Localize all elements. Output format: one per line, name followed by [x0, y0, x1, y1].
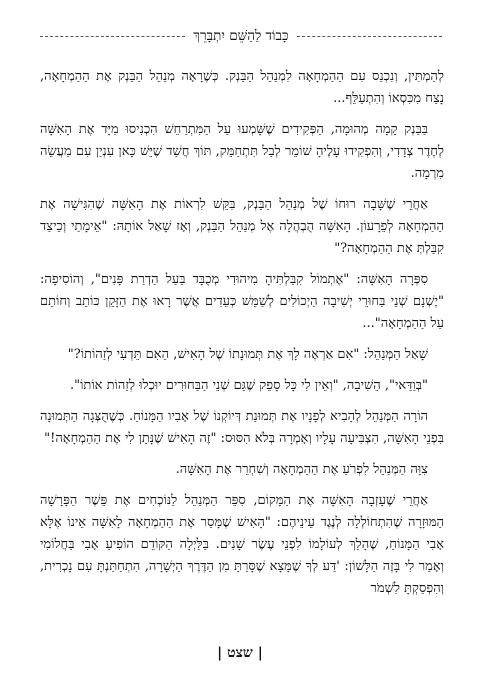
- paragraph: שָׁאַל הַמְּנַהֵל: "אִם אַרְאֶה לָךְ אֶת תְּמוּנָתוֹ שֶׁל הָאִישׁ, הַאִם תֵּדְעִי לְזַהוֹתוֹ?": [67, 347, 428, 362]
- header-right-rule: [297, 36, 442, 37]
- paragraph: אַחֲרֵי שֶׁעָזְבָה הָאִשָּׁה אֶת הַמָּקוֹם, סִפֵּר הַמְּנַהֵל לַנּוֹכְחִים אֶת פֵּשֶׁר הַפָּרָשָׁה הַמּוּזָרָה שֶׁהִתְחוֹלְלָה לְנֶגֶד עֵינֵיהֶם: "הָאִישׁ שֶׁמָּסַר אֶת הַהַמְחָאָה לָאִשָּׁה אֵינוֹ אֶלָּא אָבִי הַמָּנוֹחַ, שֶׁהָלַךְ לְעוֹלָמוֹ לִפְנֵי עֶשֶׂר שָׁנִים. בַּלַּיְלָה הַקּוֹדֵם הוֹפִיעַ אָבִי בַּחֲלוֹמִי וְאָמַר לִי בָּזֶה הַלָּשׁוֹן: 'דַּע לְךָ שֶׁמָּצָא שֶׁסָּרַתָּ מִן הַדֶּרֶךְ הַיְשָׁרָה, הִתְחַתַּנְתָּ עִם נָכְרִית, וְהִפְסַקְתָּ לִשְׁמֹר: [40, 493, 444, 596]
- body-text: [40, 66, 444, 609]
- paragraph: צִוָּה הַמְּנַהֵל לִפְרֹעַ אֶת הַהַמְחָאָה וְשִׁחְרֵר אֶת הָאִשָּׁה.: [175, 462, 428, 477]
- paragraph: סִפְּרָה הָאִשָּׁה: "אֶתְמוֹל קִבַּלְתִּיהָ מִיהוּדִי מְכֻבָּד בַּעַל הַדְרַת פָּנִים", וְהוֹסִיפָה: "יֶשְׁנָם שְׁנֵי בַּחוּרֵי יְשִׁיבָה הַיְכוֹלִים לְשַׁמֵּשׁ כְּעֵדִים אֲשֶׁר רָאוּ אֶת הַזָּקֵן כּוֹתֵב וְחוֹתֵם עַל הַהַמְחָאָה"...: [40, 272, 444, 331]
- paragraph: "בְּוַדַּאי", הֵשִׁיבָה, "וְאֵין לִי כָּל סָפֵק שֶׁגַּם שְׁנֵי הַבַּחוּרִים יוּכְלוּ לְזַהוֹת אוֹתוֹ".: [69, 378, 428, 393]
- paragraph: אַחֲרֵי שֶׁשָּׁבָה רוּחוֹ שֶׁל מְנַהֵל הַבַּנְק, בִּקֵּשׁ לִרְאוֹת אֶת הָאִשָּׁה שֶׁהִגִּישָׁה אֶת הַהַמְחָאָה לְפֵרָעוֹן. הָאִשָּׁה הֻבְהֲלָה אֶל מְנַהֵל הַבַּנְק, וְאָז שָׁאַל אוֹתָהּ: "אֵימָתַי וְכֵיצַד קִבַּלְתְּ אֶת הַהַמְחָאָה?": [40, 197, 444, 256]
- paragraph: לְהַמְתִּין, וְנִכְנַס עִם הַהַמְחָאָה לִמְנַהֵל הַבַּנְק. כְּשֶׁרָאָה מְנַהֵל הַבַּנְק אֶת הַהַמְחָאָה, נָצַח מִכִּסְאוֹ וְהִתְעַלֵּף...: [40, 69, 444, 106]
- running-header: [40, 24, 442, 48]
- page-number: | שצט |: [217, 645, 263, 661]
- paragraph: בַּבַּנְק קָמָה מְהוּמָה, הַפְּקִידִים שֶׁשָּׁמְעוּ עַל הַמִּתְרַחֵשׁ הִכְנִיסוּ מִיָּד אֶת הָאִשָּׁה לְחֶדֶר צְדָדִי, וְהִפְקִידוּ עָלֶיהָ שׁוֹמֵר לְבַל תִּתְחַמֵּק, תּוֹךְ חֲשַׁד שֶׁיֵּשׁ כָּאן עִנְיַן עִם מַעֲשֵׂה מִרְמָה.: [40, 122, 444, 181]
- header-title: כָּבוֹד לַהַשֵּׁם יִתְבָּרֵךְ: [193, 28, 289, 44]
- header-left-rule: [40, 36, 185, 37]
- paragraph: הוֹרָה הַמְּנַהֵל לְהָבִיא לְפָנָיו אֶת תְּמוּנַת דְּיוֹקְנוֹ שֶׁל אָבִיו הַמָּנוֹחַ. כְּשֶׁהֻצְּגָה הַתְּמוּנָה בִּפְנֵי הָאִשָּׁה, הִצְבִּיעָה עָלָיו וְאָמְרָה בְּלֹא הִסּוּס: "זֶה הָאִישׁ שֶׁנָּתַן לִי אֶת הַהַמְחָאָה!": [40, 409, 444, 446]
